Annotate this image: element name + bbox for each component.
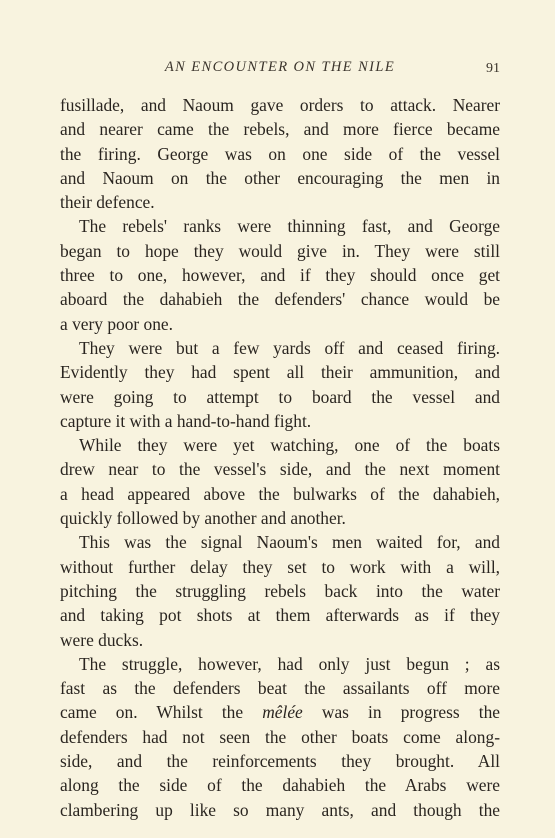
- text-line: three to one, however, and if they should once get: [60, 265, 500, 286]
- text-line: They were but a few yards off and ceased firing.: [79, 337, 500, 358]
- text-line: aboard the dahabieh the defenders' chance would be: [60, 289, 500, 310]
- text-line: Evidently they had spent all their ammunition, and: [60, 362, 500, 383]
- text-line: quickly followed by another and another.: [60, 508, 346, 529]
- text-line: without further delay they set to work with a will,: [60, 556, 500, 577]
- running-head: [60, 59, 500, 81]
- text-line: and nearer came the rebels, and more fierce became: [60, 119, 500, 140]
- text-line: fast as the defenders beat the assailants off more: [60, 678, 500, 699]
- body-text: [60, 93, 500, 822]
- paragraph-1: [60, 93, 500, 214]
- text-line: side, and the reinforcements they brought. All: [60, 751, 500, 772]
- text-line: The rebels' ranks were thinning fast, and George: [79, 216, 500, 237]
- text-line: and taking pot shots at them afterwards as if they: [60, 605, 500, 626]
- text-line: drew near to the vessel's side, and the next moment: [60, 459, 500, 480]
- text-line: were ducks.: [60, 629, 144, 650]
- text-line: along the side of the dahabieh the Arabs were: [60, 775, 500, 796]
- text-line: their defence.: [60, 192, 155, 213]
- text-line: the firing. George was on one side of the vessel: [60, 143, 500, 164]
- text-line: clambering up like so many ants, and though the: [60, 799, 500, 820]
- text-line: This was the signal Naoum's men waited for, and: [79, 532, 500, 553]
- text-fragment: was in progress the: [302, 702, 500, 723]
- text-line: a very poor one.: [60, 313, 173, 334]
- text-line: fusillade, and Naoum gave orders to attack. Nearer: [60, 95, 500, 115]
- page-number: 91: [486, 61, 500, 76]
- foreign-word: mêlée: [262, 702, 303, 723]
- text-line: capture it with a hand-to-hand fight.: [60, 410, 312, 431]
- text-line: began to hope they would give in. They were still: [60, 240, 500, 261]
- paragraph-6: [60, 652, 500, 822]
- text-line-with-foreign-word: [60, 700, 500, 724]
- text-line: a head appeared above the bulwarks of the dahabieh,: [60, 483, 500, 504]
- text-line: While they were yet watching, one of the boats: [79, 435, 500, 456]
- text-line: were going to attempt to board the vessel and: [60, 386, 500, 407]
- paragraph-4: [60, 433, 500, 530]
- paragraph-5: [60, 530, 500, 651]
- running-title: AN ENCOUNTER ON THE NILE: [164, 59, 396, 75]
- text-line: The struggle, however, had only just begun ; as: [79, 653, 500, 674]
- paragraph-2: [60, 214, 500, 335]
- text-line: defenders had not seen the other boats come along-: [60, 726, 500, 747]
- text-fragment: came on. Whilst the: [60, 702, 263, 723]
- text-line: and Naoum on the other encouraging the men in: [60, 167, 500, 188]
- paragraph-3: [60, 336, 500, 433]
- text-line: pitching the struggling rebels back into the water: [60, 580, 500, 601]
